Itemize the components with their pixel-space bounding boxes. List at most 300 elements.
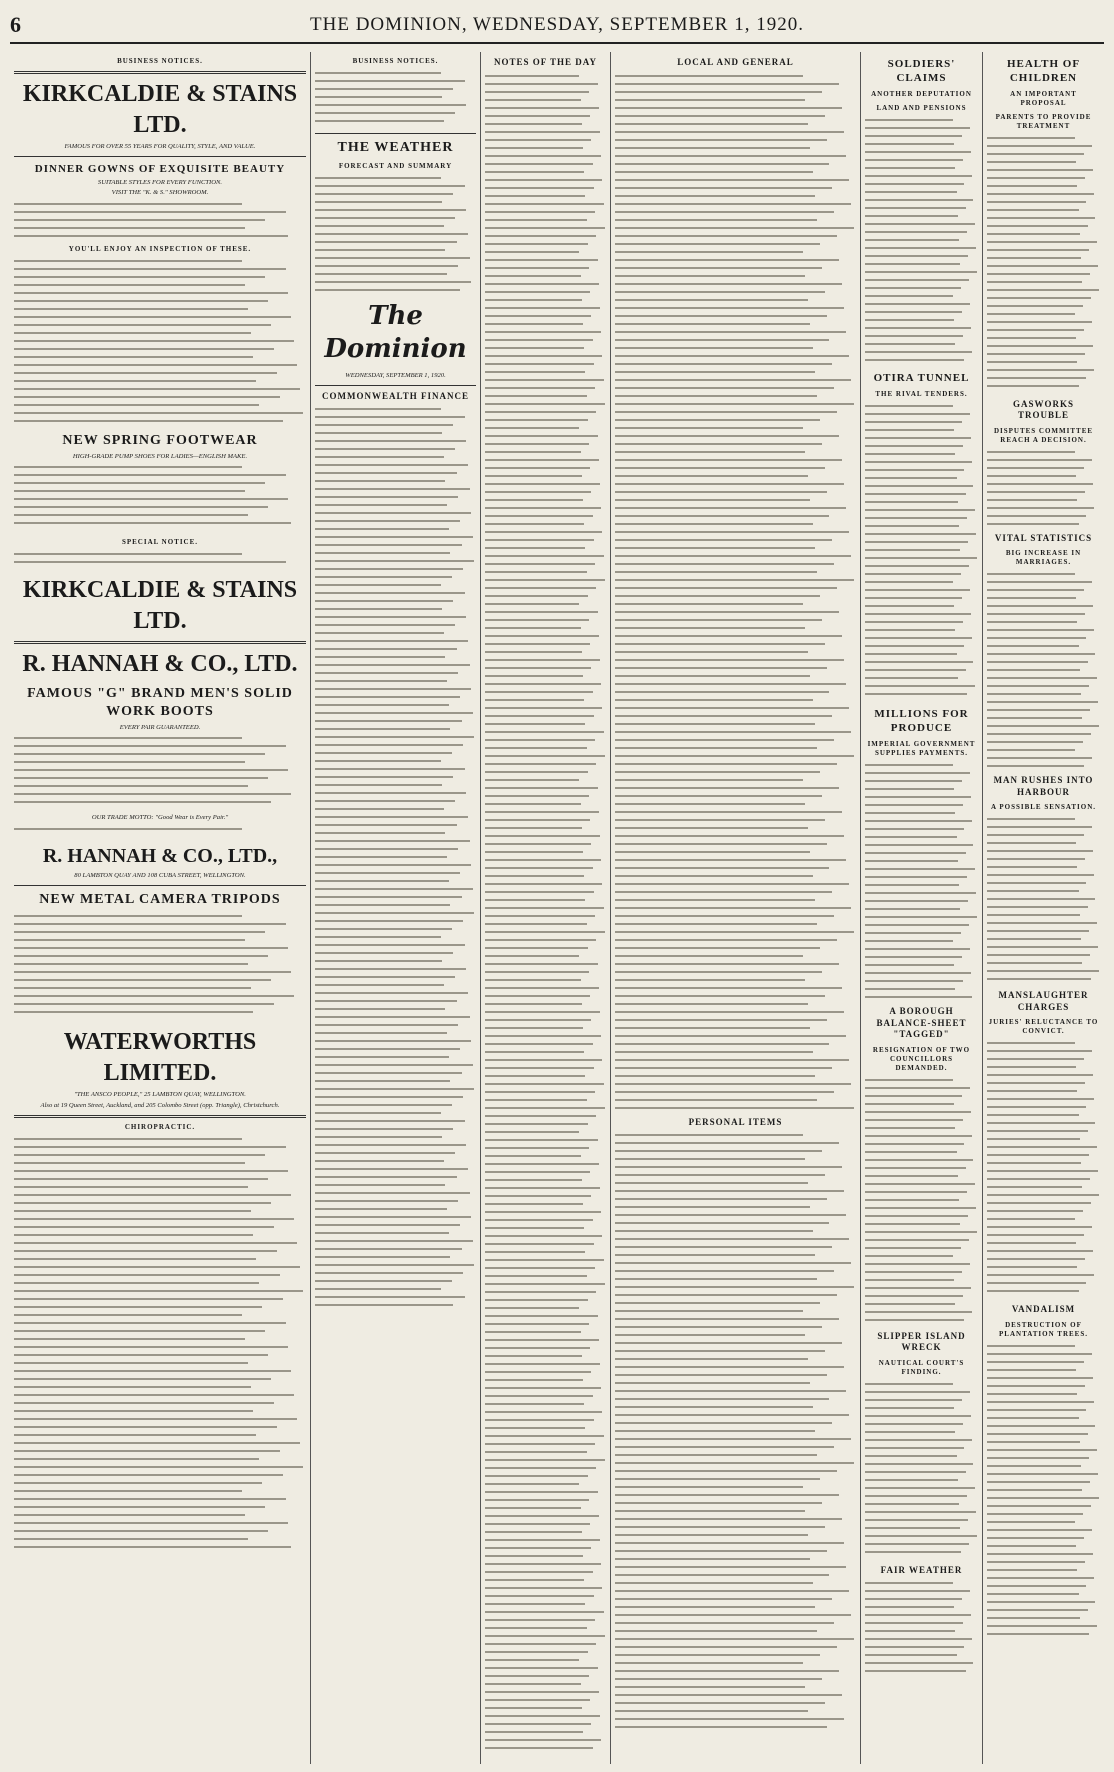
text-line xyxy=(485,128,606,136)
text-line xyxy=(987,1422,1100,1430)
borough-balance-sheet-heading: A BOROUGH BALANCE-SHEET "TAGGED" xyxy=(876,1006,967,1040)
text-line xyxy=(615,1603,856,1611)
text-line xyxy=(485,384,606,392)
text-line xyxy=(987,738,1100,746)
text-line xyxy=(315,262,476,270)
text-line xyxy=(315,1117,476,1125)
text-line xyxy=(315,1253,476,1261)
text-line xyxy=(615,1643,856,1651)
text-line xyxy=(485,992,606,1000)
text-line xyxy=(14,1311,306,1319)
text-line xyxy=(865,554,978,562)
text-line xyxy=(14,1143,306,1151)
text-line xyxy=(485,640,606,648)
text-line xyxy=(615,1347,856,1355)
soldiers-claims-body xyxy=(865,116,978,366)
text-line xyxy=(315,981,476,989)
text-line xyxy=(485,712,606,720)
text-line xyxy=(315,182,476,190)
text-line xyxy=(485,704,606,712)
text-line xyxy=(615,688,856,696)
text-line xyxy=(485,1120,606,1128)
text-line xyxy=(315,270,476,278)
text-line xyxy=(615,888,856,896)
text-line xyxy=(485,216,606,224)
text-line xyxy=(865,1164,978,1172)
text-line xyxy=(987,626,1100,634)
text-line xyxy=(315,1205,476,1213)
text-line xyxy=(315,453,476,461)
text-line xyxy=(315,829,476,837)
text-line xyxy=(485,248,606,256)
text-line xyxy=(865,1388,978,1396)
text-line xyxy=(14,281,306,289)
text-line xyxy=(865,1412,978,1420)
text-line xyxy=(987,238,1100,246)
text-line xyxy=(987,642,1100,650)
text-line xyxy=(865,506,978,514)
text-line xyxy=(865,116,978,124)
text-line xyxy=(615,616,856,624)
text-line xyxy=(987,903,1100,911)
text-line xyxy=(485,1552,606,1560)
text-line xyxy=(485,272,606,280)
text-line xyxy=(987,658,1100,666)
text-line xyxy=(987,270,1100,278)
text-line xyxy=(615,1427,856,1435)
text-line xyxy=(485,1240,606,1248)
text-line xyxy=(615,1139,856,1147)
text-line xyxy=(987,1255,1100,1263)
work-boots-heading: FAMOUS "G" BRAND MEN'S SOLID WORK BOOTS xyxy=(27,686,293,720)
text-line xyxy=(315,1101,476,1109)
text-line xyxy=(485,1168,606,1176)
text-line xyxy=(615,224,856,232)
text-line xyxy=(485,1736,606,1744)
text-line xyxy=(987,602,1100,610)
text-line xyxy=(865,514,978,522)
text-line xyxy=(14,1287,306,1295)
text-line xyxy=(615,1211,856,1219)
text-line xyxy=(615,272,856,280)
text-line xyxy=(987,1239,1100,1247)
text-line xyxy=(987,456,1100,464)
text-line xyxy=(987,1534,1100,1542)
text-line xyxy=(615,512,856,520)
text-line xyxy=(615,1403,856,1411)
text-line xyxy=(485,1376,606,1384)
text-line xyxy=(615,968,856,976)
text-line xyxy=(865,602,978,610)
text-line xyxy=(14,200,306,208)
text-line xyxy=(485,1576,606,1584)
text-line xyxy=(987,326,1100,334)
text-line xyxy=(987,1590,1100,1598)
text-line xyxy=(615,1267,856,1275)
masthead xyxy=(10,8,1104,44)
text-line xyxy=(987,594,1100,602)
slipper-island-body xyxy=(865,1380,978,1560)
text-line xyxy=(315,605,476,613)
text-line xyxy=(987,1135,1100,1143)
manslaughter-charges-heading: MANSLAUGHTER CHARGES xyxy=(998,990,1089,1012)
text-line xyxy=(14,1423,306,1431)
text-line xyxy=(987,762,1100,770)
text-line xyxy=(315,637,476,645)
text-line xyxy=(315,917,476,925)
text-line xyxy=(485,536,606,544)
text-line xyxy=(485,1000,606,1008)
text-line xyxy=(315,709,476,717)
text-line xyxy=(485,1680,606,1688)
text-line xyxy=(485,920,606,928)
text-line xyxy=(615,104,856,112)
text-line xyxy=(987,674,1100,682)
text-line xyxy=(485,1472,606,1480)
text-line xyxy=(987,1151,1100,1159)
text-line xyxy=(315,757,476,765)
text-line xyxy=(14,774,306,782)
text-line xyxy=(987,1510,1100,1518)
text-line xyxy=(485,528,606,536)
text-line xyxy=(987,1614,1100,1622)
text-line xyxy=(987,1263,1100,1271)
text-line xyxy=(14,511,306,519)
text-line xyxy=(865,674,978,682)
text-line xyxy=(485,1336,606,1344)
text-line xyxy=(987,1159,1100,1167)
text-line xyxy=(485,1280,606,1288)
text-line xyxy=(865,817,978,825)
text-line xyxy=(485,1504,606,1512)
text-line xyxy=(14,1399,306,1407)
text-line xyxy=(865,857,978,865)
text-line xyxy=(615,664,856,672)
text-line xyxy=(987,472,1100,480)
text-line xyxy=(485,520,606,528)
text-line xyxy=(14,952,306,960)
text-line xyxy=(615,1299,856,1307)
text-line xyxy=(865,1220,978,1228)
text-line xyxy=(615,232,856,240)
advertisements-column xyxy=(10,52,310,1764)
text-line xyxy=(315,621,476,629)
text-line xyxy=(865,881,978,889)
text-line xyxy=(315,685,476,693)
text-line xyxy=(315,198,476,206)
text-line xyxy=(615,1579,856,1587)
text-line xyxy=(615,792,856,800)
editorial-dateline: WEDNESDAY, SEPTEMBER 1, 1920. xyxy=(345,372,446,380)
text-line xyxy=(615,1104,856,1112)
text-line xyxy=(987,512,1100,520)
text-line xyxy=(615,1715,856,1723)
text-line xyxy=(615,496,856,504)
text-line xyxy=(615,168,856,176)
text-line xyxy=(987,1119,1100,1127)
text-line xyxy=(615,896,856,904)
text-line xyxy=(485,768,606,776)
text-line xyxy=(485,224,606,232)
text-line xyxy=(865,1180,978,1188)
text-line xyxy=(865,865,978,873)
text-line xyxy=(315,69,476,77)
text-line xyxy=(865,244,978,252)
land-pensions-subheading: LAND AND PENSIONS xyxy=(876,104,967,113)
text-line xyxy=(485,912,606,920)
otira-tunnel-heading: OTIRA TUNNEL xyxy=(873,372,970,385)
text-line xyxy=(615,880,856,888)
text-line xyxy=(865,188,978,196)
gown-listings xyxy=(14,257,306,427)
text-line xyxy=(485,840,606,848)
text-line xyxy=(865,1076,978,1084)
text-line xyxy=(615,1523,856,1531)
text-line xyxy=(485,1152,606,1160)
divider xyxy=(14,156,306,157)
text-line xyxy=(987,1494,1100,1502)
text-line xyxy=(485,1320,606,1328)
text-line xyxy=(485,456,606,464)
text-line xyxy=(615,648,856,656)
text-line xyxy=(615,1627,856,1635)
text-line xyxy=(987,754,1100,762)
text-line xyxy=(615,1235,856,1243)
text-line xyxy=(865,1236,978,1244)
text-line xyxy=(485,976,606,984)
text-line xyxy=(987,823,1100,831)
text-line xyxy=(865,690,978,698)
text-line xyxy=(865,1468,978,1476)
text-line xyxy=(485,72,606,80)
text-line xyxy=(615,424,856,432)
text-line xyxy=(615,152,856,160)
text-line xyxy=(987,911,1100,919)
text-line xyxy=(315,174,476,182)
text-line xyxy=(485,1720,606,1728)
text-line xyxy=(615,1291,856,1299)
text-line xyxy=(485,680,606,688)
text-line xyxy=(14,1543,306,1551)
text-line xyxy=(615,1307,856,1315)
text-line xyxy=(865,1260,978,1268)
text-line xyxy=(485,880,606,888)
text-line xyxy=(485,544,606,552)
text-line xyxy=(615,608,856,616)
text-line xyxy=(315,821,476,829)
text-line xyxy=(14,503,306,511)
text-line xyxy=(485,576,606,584)
text-line xyxy=(865,889,978,897)
text-line xyxy=(865,1100,978,1108)
text-line xyxy=(615,1331,856,1339)
text-line xyxy=(987,134,1100,142)
parents-treatment-subheading: PARENTS TO PROVIDE TREATMENT xyxy=(995,113,1092,131)
text-line xyxy=(615,1563,856,1571)
manslaughter-body xyxy=(987,1039,1100,1299)
text-line xyxy=(315,501,476,509)
text-line xyxy=(987,618,1100,626)
text-line xyxy=(987,959,1100,967)
text-line xyxy=(485,1696,606,1704)
text-line xyxy=(615,752,856,760)
text-line xyxy=(987,919,1100,927)
text-line xyxy=(987,1478,1100,1486)
text-line xyxy=(315,861,476,869)
text-line xyxy=(315,1245,476,1253)
text-line xyxy=(615,576,856,584)
text-line xyxy=(315,541,476,549)
text-line xyxy=(865,1244,978,1252)
text-line xyxy=(615,784,856,792)
text-line xyxy=(865,1643,978,1651)
text-line xyxy=(865,953,978,961)
text-line xyxy=(615,1072,856,1080)
text-line xyxy=(865,356,978,364)
classified-notices xyxy=(14,1135,306,1555)
produce-body xyxy=(865,761,978,1001)
text-line xyxy=(315,1133,476,1141)
text-line xyxy=(315,629,476,637)
text-line xyxy=(315,1189,476,1197)
text-line xyxy=(615,1251,856,1259)
text-line xyxy=(865,1508,978,1516)
text-line xyxy=(485,344,606,352)
text-line xyxy=(485,1328,606,1336)
text-line xyxy=(615,296,856,304)
text-line xyxy=(14,790,306,798)
text-line xyxy=(485,856,606,864)
text-line xyxy=(485,424,606,432)
text-line xyxy=(315,645,476,653)
text-line xyxy=(485,728,606,736)
text-line xyxy=(865,1587,978,1595)
text-line xyxy=(615,256,856,264)
text-line xyxy=(615,992,856,1000)
text-line xyxy=(315,509,476,517)
text-line xyxy=(615,584,856,592)
text-line xyxy=(485,488,606,496)
text-line xyxy=(315,997,476,1005)
text-line xyxy=(615,1699,856,1707)
text-line xyxy=(615,1323,856,1331)
text-line xyxy=(615,328,856,336)
text-line xyxy=(615,1555,856,1563)
text-line xyxy=(315,885,476,893)
text-line xyxy=(615,776,856,784)
chiropractic-heading: CHIROPRACTIC. xyxy=(124,1123,196,1132)
hannah-second-title: R. HANNAH & CO., LTD., xyxy=(42,844,278,867)
text-line xyxy=(615,96,856,104)
text-line xyxy=(315,190,476,198)
text-line xyxy=(865,1492,978,1500)
text-line xyxy=(14,1487,306,1495)
text-line xyxy=(865,284,978,292)
text-line xyxy=(485,136,606,144)
text-line xyxy=(615,832,856,840)
text-line xyxy=(14,1151,306,1159)
text-line xyxy=(315,278,476,286)
text-line xyxy=(315,1045,476,1053)
text-line xyxy=(865,498,978,506)
text-line xyxy=(14,1135,306,1143)
text-line xyxy=(865,252,978,260)
dinner-gowns-sub2: VISIT THE "K. & S." SHOWROOM. xyxy=(111,189,209,197)
text-line xyxy=(865,228,978,236)
text-line xyxy=(987,1207,1100,1215)
text-line xyxy=(615,1000,856,1008)
text-line xyxy=(315,773,476,781)
text-line xyxy=(615,1707,856,1715)
text-line xyxy=(485,1304,606,1312)
text-line xyxy=(485,1072,606,1080)
text-line xyxy=(14,758,306,766)
text-line xyxy=(987,1406,1100,1414)
text-line xyxy=(615,1435,856,1443)
business-notice-body xyxy=(315,69,476,129)
text-line xyxy=(865,458,978,466)
text-line xyxy=(315,405,476,413)
text-line xyxy=(865,1172,978,1180)
text-line xyxy=(987,1606,1100,1614)
local-and-general-heading: LOCAL AND GENERAL xyxy=(677,57,794,67)
text-line xyxy=(865,410,978,418)
text-line xyxy=(315,1013,476,1021)
text-line xyxy=(14,417,306,425)
text-line xyxy=(615,1171,856,1179)
text-line xyxy=(987,262,1100,270)
text-line xyxy=(485,928,606,936)
text-line xyxy=(14,920,306,928)
text-line xyxy=(485,144,606,152)
text-line xyxy=(315,1181,476,1189)
text-line xyxy=(485,1024,606,1032)
text-line xyxy=(14,1008,306,1016)
text-line xyxy=(14,1415,306,1423)
text-line xyxy=(987,520,1100,528)
kirkcaldie-tagline: FAMOUS FOR OVER 55 YEARS FOR QUALITY, STYLE, AND VALUE. xyxy=(64,143,256,151)
text-line xyxy=(987,286,1100,294)
text-line xyxy=(987,488,1100,496)
text-line xyxy=(865,140,978,148)
text-line xyxy=(865,1532,978,1540)
text-line xyxy=(865,1092,978,1100)
text-line xyxy=(865,308,978,316)
text-line xyxy=(987,448,1100,456)
text-line xyxy=(14,1263,306,1271)
text-line xyxy=(865,666,978,674)
text-line xyxy=(987,730,1100,738)
text-line xyxy=(14,936,306,944)
text-line xyxy=(987,1502,1100,1510)
text-line xyxy=(485,120,606,128)
text-line xyxy=(865,268,978,276)
text-line xyxy=(14,1231,306,1239)
text-line xyxy=(615,544,856,552)
text-line xyxy=(485,1368,606,1376)
news-column xyxy=(860,52,982,1764)
text-line xyxy=(485,1544,606,1552)
text-line xyxy=(315,1005,476,1013)
text-line xyxy=(485,1488,606,1496)
text-line xyxy=(485,1064,606,1072)
text-line xyxy=(615,288,856,296)
text-line xyxy=(315,1021,476,1029)
text-line xyxy=(615,1411,856,1419)
text-line xyxy=(987,871,1100,879)
text-line xyxy=(615,176,856,184)
text-line xyxy=(865,1579,978,1587)
